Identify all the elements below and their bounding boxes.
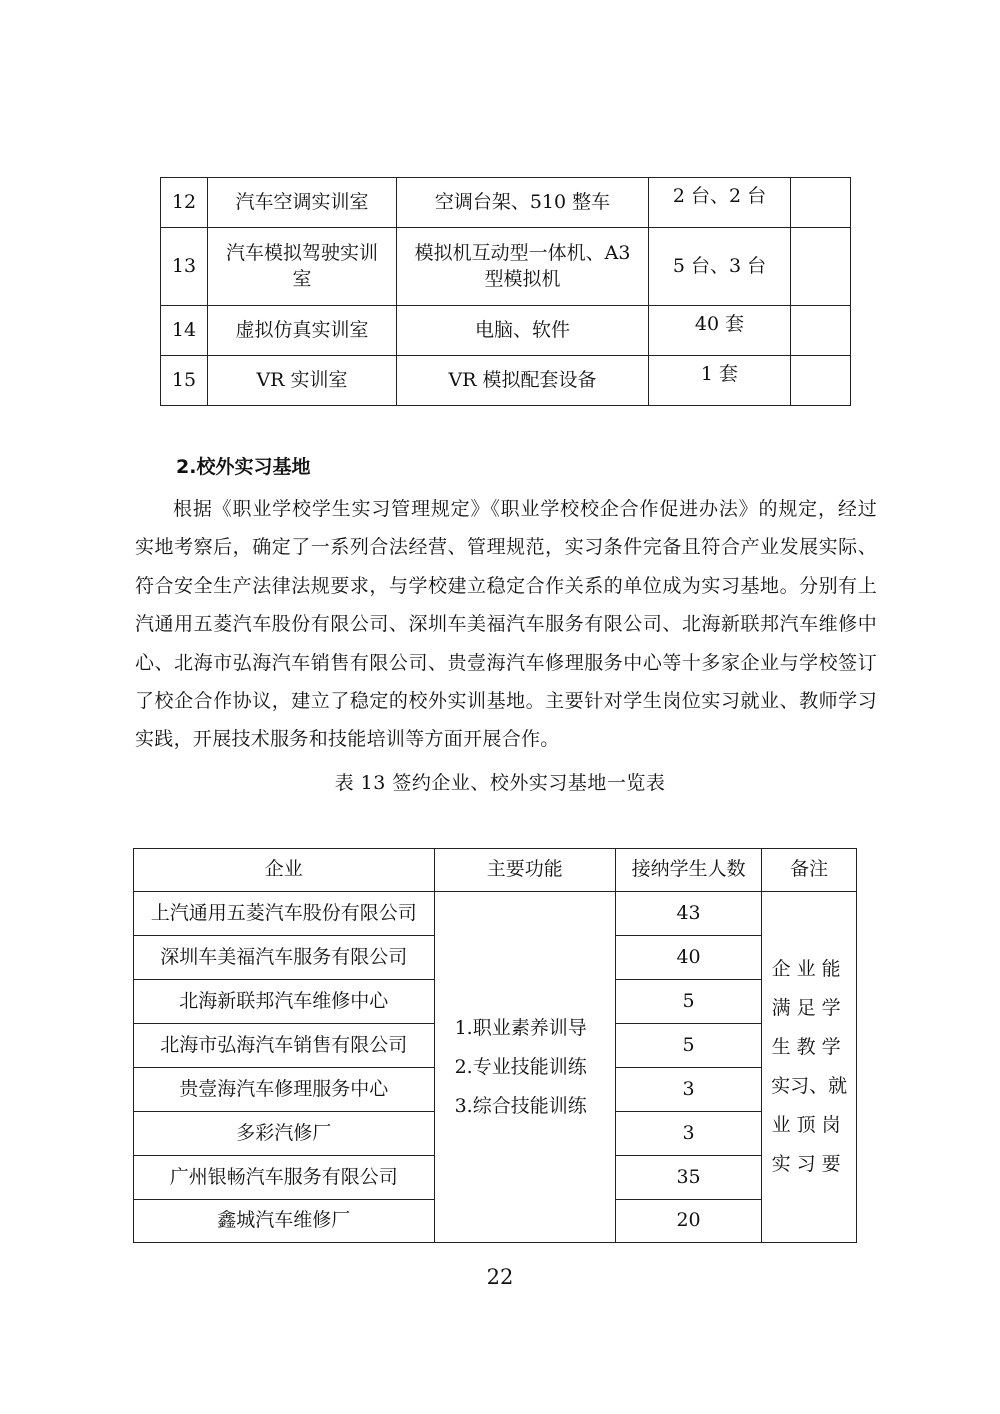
function-cell [434,892,615,1243]
table-header-row [134,849,857,892]
student-count: 35 [615,1156,761,1200]
quantity-text: 5 台、3 台 [672,254,767,277]
header-function: 主要功能 [434,849,615,892]
quantity [649,356,791,406]
note [791,178,851,228]
equipment [397,228,649,306]
row-number: 13 [161,228,208,306]
enterprise-name: 北海市弘海汽车销售有限公司 [134,1024,435,1068]
room-name [208,178,397,228]
student-count: 5 [615,980,761,1024]
header-enterprise: 企业 [134,849,435,892]
note [791,228,851,306]
table-caption: 表 13 签约企业、校外实习基地一览表 [334,772,666,794]
note-line: 实习要 [771,1153,847,1175]
student-count: 3 [615,1068,761,1112]
table-row [161,356,851,406]
enterprise-name: 鑫城汽车维修厂 [134,1200,435,1243]
equipment-line: VR 模拟配套设备 [448,368,597,391]
note-line: 实习、就 [771,1075,848,1097]
enterprise-name: 多彩汽修厂 [134,1112,435,1156]
section-heading: 2.校外实习基地 [176,456,311,478]
equipment-line: 空调台架、510 整车 [434,190,611,213]
quantity-text: 2 台、2 台 [672,184,767,207]
enterprise-name: 贵壹海汽车修理服务中心 [134,1068,435,1112]
room-name [208,228,397,306]
table-row [161,228,851,306]
student-count: 3 [615,1112,761,1156]
equipment [397,356,649,406]
quantity [649,306,791,356]
equipment [397,306,649,356]
equipment-line: 电脑、软件 [474,318,570,341]
student-count: 43 [615,892,761,936]
room-name-line: 汽车模拟驾驶实训 [225,241,378,264]
enterprise-name: 北海新联邦汽车维修中心 [134,980,435,1024]
equipment-line: 模拟机互动型一体机、A3 [414,241,631,264]
note-line: 满足学 [771,997,847,1019]
equipment [397,178,649,228]
quantity [649,178,791,228]
room-name [208,356,397,406]
function-item: 3.综合技能训练 [454,1094,587,1117]
note [791,306,851,356]
training-room-table [160,177,851,406]
room-name [208,306,397,356]
page-number: 22 [486,1265,514,1289]
student-count: 5 [615,1024,761,1068]
student-count: 20 [615,1200,761,1243]
table-row [134,892,857,936]
room-name-line: 汽车空调实训室 [235,190,369,213]
enterprise-name: 广州银畅汽车服务有限公司 [134,1156,435,1200]
enterprise-name: 上汽通用五菱汽车股份有限公司 [134,892,435,936]
body-paragraph: 根据《职业学校学生实习管理规定》《职业学校校企合作促进办法》的规定，经过实地考察后，确定了一系列合法经营、管理规范，实习条件完备且符合产业发展实际、符合安全生产法律法规要求，与学校建立稳定合作关系的单位成为实习基地。分别有上汽通用五菱汽车股份有限公司、深圳车美福汽车服务有限公司、北海新联邦汽车维修中心、北海市弘海汽车销售有限公司、贵壹海汽车修理服务中心等十多家企业与学校签订了校企合作协议，建立了稳定的校外实训基地。主要针对学生岗位实习就业、教师学习实践，开展技术服务和技能培训等方面开展合作。 [135,498,877,751]
note [791,356,851,406]
row-number: 14 [161,306,208,356]
note-line: 企业能 [771,958,847,980]
quantity [649,228,791,306]
note-line: 生教学 [771,1036,847,1058]
table-row [161,178,851,228]
function-item: 1.职业素养训导 [454,1016,587,1039]
row-number: 15 [161,356,208,406]
enterprise-name: 深圳车美福汽车服务有限公司 [134,936,435,980]
student-count: 40 [615,936,761,980]
room-name-line: 虚拟仿真实训室 [235,318,369,341]
quantity-text: 1 套 [700,362,739,385]
room-name-line: VR 实训室 [256,368,348,391]
note-cell [762,892,857,1243]
table-row [161,306,851,356]
note-line: 业顶岗 [771,1114,847,1136]
equipment-line: 型模拟机 [484,267,561,290]
room-name-line: 室 [292,267,312,290]
row-number: 12 [161,178,208,228]
quantity-text: 40 套 [694,312,745,335]
header-students: 接纳学生人数 [615,849,761,892]
header-note: 备注 [762,849,857,892]
function-item: 2.专业技能训练 [454,1055,587,1078]
enterprise-table [133,848,857,1243]
